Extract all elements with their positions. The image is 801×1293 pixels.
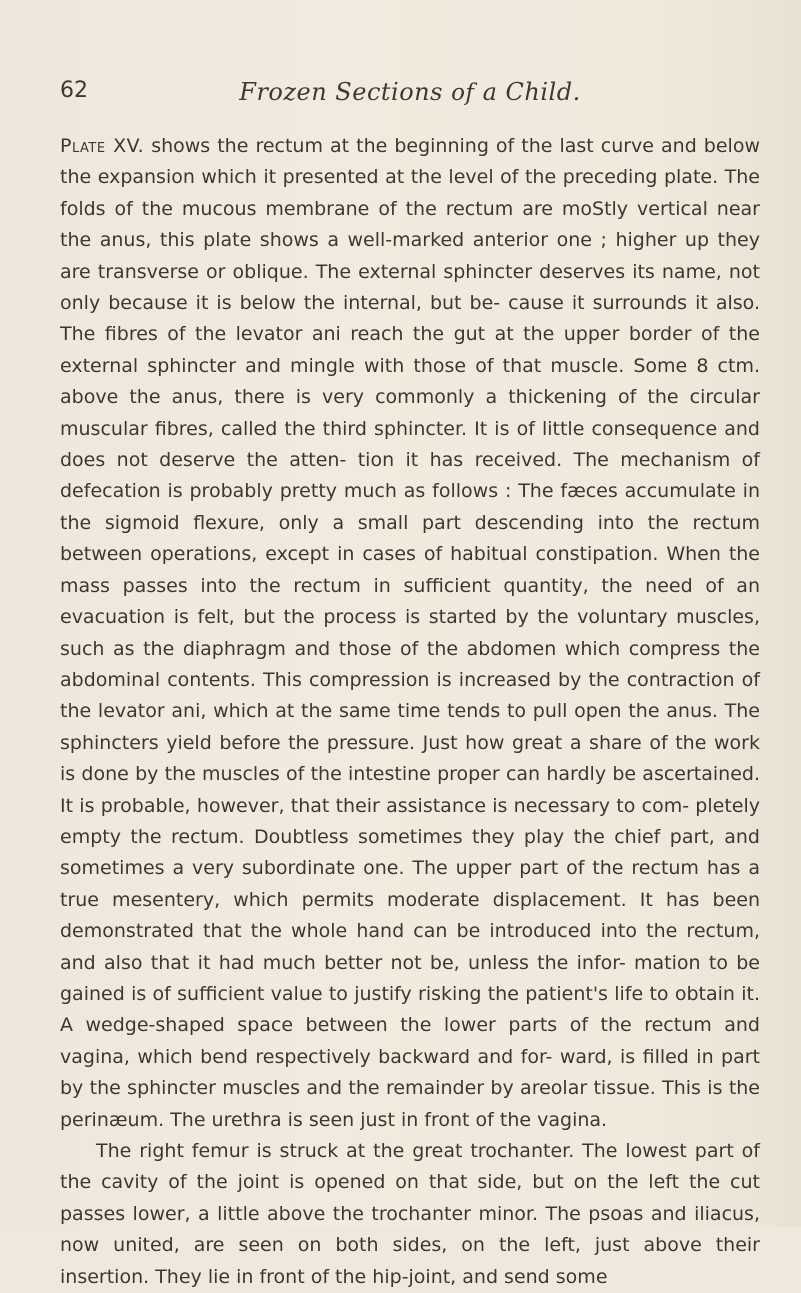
running-title-part2: of bbox=[451, 80, 475, 106]
running-title bbox=[60, 78, 760, 106]
page-number: 62 bbox=[60, 78, 88, 103]
paragraph-1-text: shows the rectum at the beginning of the last curve and below the expansion which it presented at the level of the preceding plate. The folds of the mucous membrane of the rectum are moStly vertical near the anus, this plate shows a well-marked anterior one ; higher up they are transverse or oblique. The external sphincter deserves its name, not only because it is below the internal, but be- cause it surrounds it also. The fibres of the levator ani reach the gut at the upper border of the external sphincter and mingle with those of that muscle. Some 8 ctm. above the anus, there is very commonly a thickening of the circular muscular fibres, called the third sphincter. It is of little consequence and does not deserve the atten- tion it has received. The mechanism of defecation is probably pretty much as follows : The fæces accumulate in the sigmoid flexure, only a small part descending into the rectum between operations, except in cases of habitual constipation. When the mass passes into the rectum in sufficient quantity, the need of an evacuation is felt, but the process is started by the voluntary muscles, such as the diaphragm and those of the abdomen which compress the abdominal contents. This compression is increased by the contraction of the levator ani, which at the same time tends to pull open the anus. The sphincters yield before the pressure. Just how great a share of the work is done by the muscles of the intestine proper can hardly be ascertained. It is probable, however, that their assistance is necessary to com- pletely empty the rectum. Doubtless sometimes they play the chief part, and sometimes a very subordinate one. The upper part of the rectum has a true mesentery, which permits moderate displacement. It has been demonstrated that the whole hand can be introduced into the rectum, and also that it had much better not be, unless the infor- mation to be gained is of sufficient value to justify risking the patient's life to obtain it. A wedge-shaped space between the lower parts of the rectum and vagina, which bend respectively backward and for- ward, is filled in part by the sphincter muscles and the remainder by areolar tissue. This is the perinæum. The urethra is seen just in front of the vagina. bbox=[60, 135, 760, 1131]
paragraph-2: The right femur is struck at the great trochanter. The lowest part of the cavity of the joint is opened on that side, but on the left the cut passes lower, a little above the trochanter minor. The psoas and iliacus, now united, are seen on both sides, on the left, just above their insertion. They lie in front of the hip-joint, and send some bbox=[60, 1140, 760, 1288]
body-text bbox=[60, 131, 760, 1293]
plate-label: Plate XV. bbox=[60, 135, 145, 157]
page-header bbox=[60, 78, 760, 112]
running-title-part1: Frozen Sections bbox=[239, 78, 443, 106]
running-title-part3: a Child. bbox=[482, 78, 581, 106]
paragraph-1 bbox=[60, 131, 760, 1136]
